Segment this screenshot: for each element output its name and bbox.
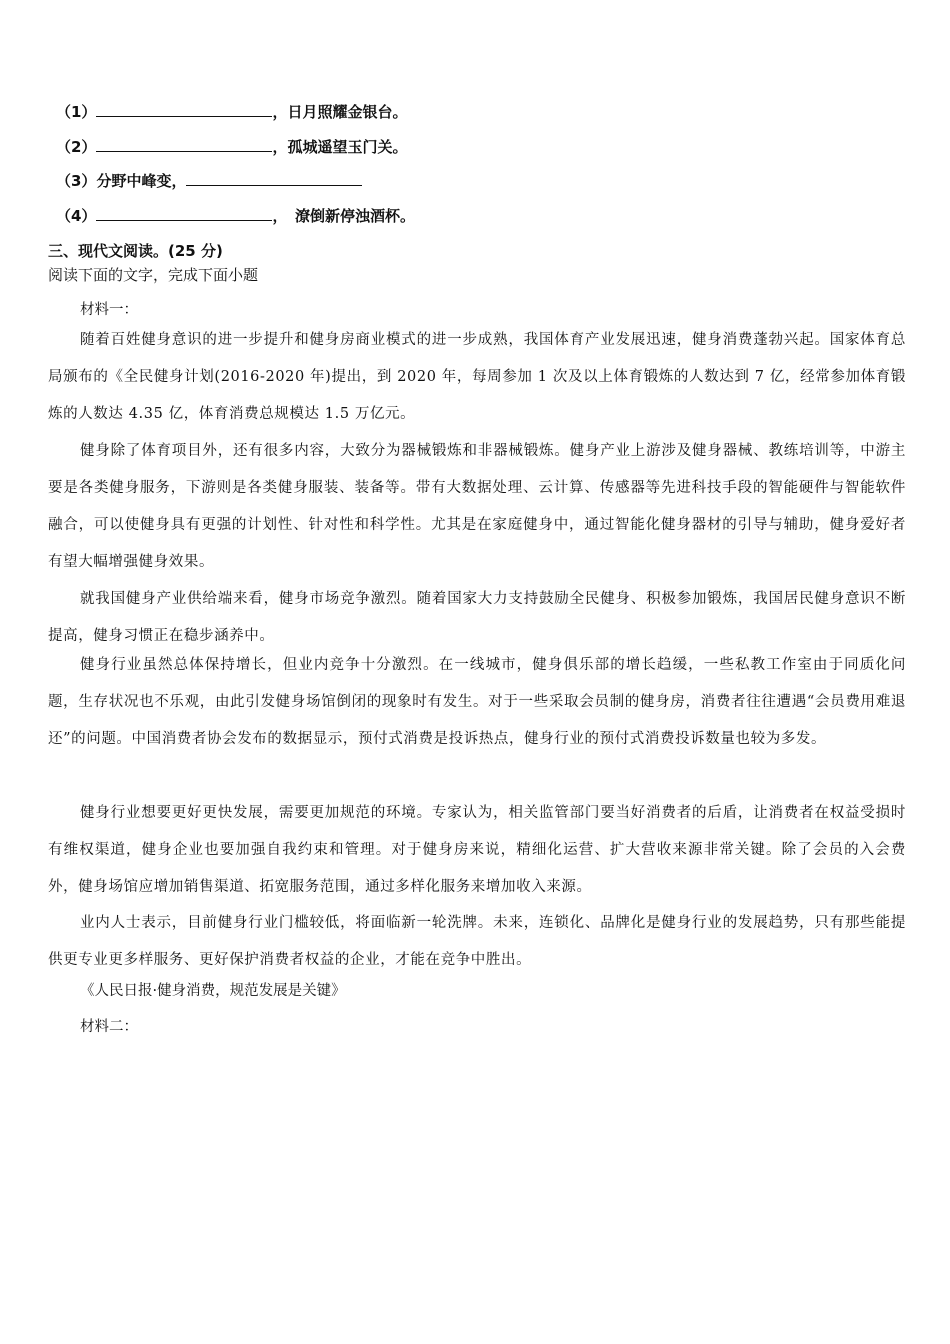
paragraph-4: 健身行业虽然总体保持增长，但业内竞争十分激烈。在一线城市，健身俱乐部的增长趋缓，一些私教工作室由于同质化问题，生存状况也不乐观，由此引发健身场馆倒闭的现象时有发生。对于一些采取会员制的健身房，消费者往往遭遇“会员费用难退还”的问题。中国消费者协会发布的数据显示，预付式消费是投诉热点，健身行业的预付式消费投诉数量也较为多发。 <box>48 657 906 747</box>
fill-blank-3-text: 分野中峰变， <box>96 172 187 190</box>
paragraph-6: 业内人士表示，目前健身行业门槛较低，将面临新一轮洗牌。未来，连锁化、品牌化是健身行业的发展趋势，只有那些能提供更专业更多样服务、更好保护消费者权益的企业，才能在竞争中胜出。 <box>48 915 906 968</box>
source-citation: 《人民日报·健身消费，规范发展是关键》 <box>80 983 346 999</box>
paragraph-1: 随着百姓健身意识的进一步提升和健身房商业模式的进一步成熟，我国体育产业发展迅速，健身消费蓬勃兴起。国家体育总局颁布的《全民健身计划(2016-2020 年)提出，到 2020 年，每周参加 1 次及以上体育锻炼的人数达到 7 亿，经常参加体育锻炼的人数达 4.35 亿，体育消费总规模达 1.5 万亿元。 <box>48 332 906 422</box>
material-1-label: 材料一： <box>80 302 138 318</box>
fill-blank-1-number: （1） <box>56 103 97 121</box>
paragraph-3: 就我国健身产业供给端来看，健身市场竞争激烈。随着国家大力支持鼓励全民健身、积极参加锻炼，我国居民健身意识不断提高，健身习惯正在稳步涵养中。 <box>48 591 906 644</box>
section-title: 三、现代文阅读。(25 分) <box>48 242 223 260</box>
fill-blank-4-number: （4） <box>56 207 97 225</box>
fill-blank-2-number: （2） <box>56 138 97 156</box>
fill-blank-3 <box>56 171 362 191</box>
material-2-label: 材料二： <box>80 1019 138 1035</box>
answer-blank-4[interactable] <box>96 206 272 221</box>
reading-instruction: 阅读下面的文字，完成下面小题 <box>48 266 259 284</box>
fill-blank-3-number: （3） <box>56 172 97 190</box>
answer-blank-3[interactable] <box>186 171 362 186</box>
fill-blank-1 <box>56 102 407 122</box>
fill-blank-1-text: ，日月照耀金银台。 <box>272 103 408 121</box>
fill-blank-4-text: ， 潦倒新停浊酒杯。 <box>272 207 415 225</box>
fill-blank-2-text: ，孤城遥望玉门关。 <box>272 138 408 156</box>
answer-blank-2[interactable] <box>96 137 272 152</box>
paragraph-5: 健身行业想要更好更快发展，需要更加规范的环境。专家认为，相关监管部门要当好消费者的后盾，让消费者在权益受损时有维权渠道，健身企业也要加强自我约束和管理。对于健身房来说，精细化运营、扩大营收来源非常关键。除了会员的入会费外，健身场馆应增加销售渠道、拓宽服务范围，通过多样化服务来增加收入来源。 <box>48 805 906 895</box>
fill-blank-2 <box>56 137 407 157</box>
fill-blank-4 <box>56 206 415 226</box>
paragraph-2: 健身除了体育项目外，还有很多内容，大致分为器械锻炼和非器械锻炼。健身产业上游涉及健身器械、教练培训等，中游主要是各类健身服务，下游则是各类健身服装、装备等。带有大数据处理、云计算、传感器等先进科技手段的智能硬件与智能软件融合，可以使健身具有更强的计划性、针对性和科学性。尤其是在家庭健身中，通过智能化健身器材的引导与辅助，健身爱好者有望大幅增强健身效果。 <box>48 443 906 570</box>
answer-blank-1[interactable] <box>96 102 272 117</box>
